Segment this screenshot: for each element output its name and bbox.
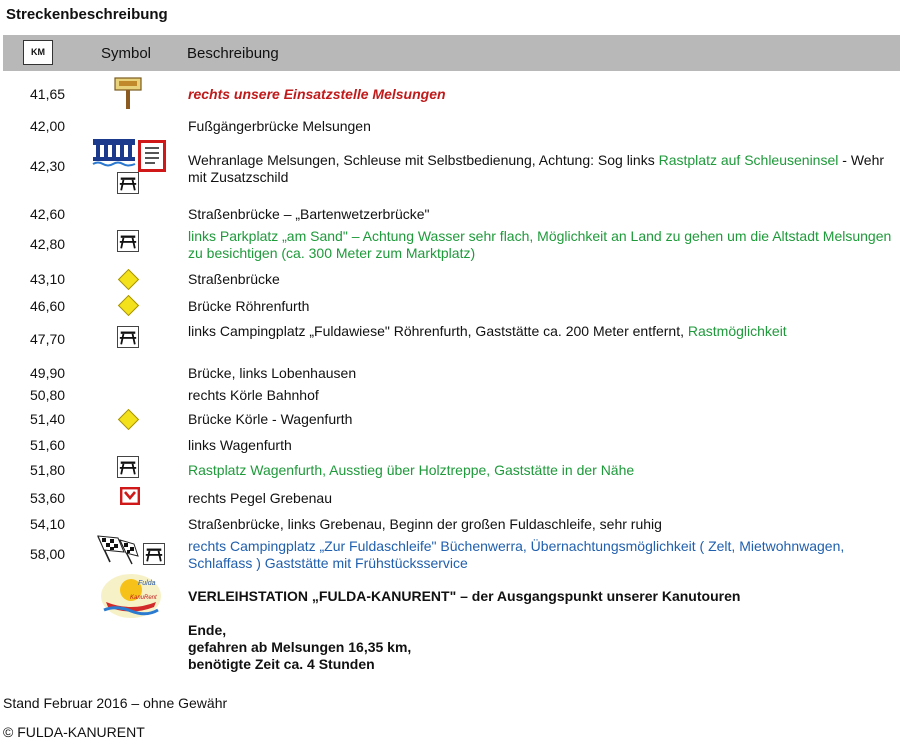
description-text: rechts Pegel Grebenau xyxy=(188,490,332,506)
description-text: Rastplatz auf Schleuseninsel xyxy=(658,152,839,168)
bridge-diamond-icon xyxy=(118,295,139,316)
description-text: links Wagenfurth xyxy=(188,437,292,453)
km-value: 42,00 xyxy=(30,118,66,134)
km-value: 43,10 xyxy=(30,271,66,287)
description-text: rechts unsere Einsatzstelle Melsungen xyxy=(188,86,446,102)
km-value: 51,60 xyxy=(30,437,66,453)
logo-text-bottom: KanuRent xyxy=(130,595,157,601)
row-description xyxy=(188,298,893,315)
description-text: Straßenbrücke xyxy=(188,271,280,287)
description-text: - Wehr mit Zusatzschild xyxy=(188,152,885,185)
row-description xyxy=(188,323,893,340)
description-text: rechts Körle Bahnhof xyxy=(188,387,319,403)
km-value: 49,90 xyxy=(30,365,66,381)
km-value: 54,10 xyxy=(30,516,66,532)
page-title: Streckenbeschreibung xyxy=(6,6,168,23)
weir-icon xyxy=(92,138,136,168)
description-header: Beschreibung xyxy=(187,45,279,62)
row-description xyxy=(188,228,893,262)
km-value: 53,60 xyxy=(30,490,66,506)
picnic-table-icon xyxy=(117,456,139,478)
row-description xyxy=(188,271,893,288)
km-value: 42,30 xyxy=(30,158,66,174)
km-value: 58,00 xyxy=(30,546,66,562)
description-text: Fußgängerbrücke Melsungen xyxy=(188,118,371,134)
km-value: 51,40 xyxy=(30,411,66,427)
picnic-table-icon xyxy=(117,230,139,252)
bridge-diamond-icon xyxy=(118,269,139,290)
table-header xyxy=(3,35,900,71)
row-description xyxy=(188,206,893,223)
picnic-table-icon xyxy=(143,543,165,565)
copyright: © FULDA-KANURENT xyxy=(3,724,145,740)
row-description xyxy=(188,411,893,428)
symbol-header: Symbol xyxy=(101,45,152,62)
description-text: links Campingplatz „Fuldawiese" Röhrenfurth, Gaststätte ca. 200 Meter entfernt, xyxy=(188,323,688,339)
picnic-table-icon xyxy=(117,172,139,194)
description-text: rechts Campingplatz „Zur Fuldaschleife" Büchenwerra, Übernachtungsmöglichkeit ( Zelt, Mietwohnwagen, Schlaffass ) Gaststätte mit Frühstücksservice xyxy=(188,538,845,571)
row-description xyxy=(188,490,893,507)
gauge-icon xyxy=(120,487,140,505)
checkered-flag-icon xyxy=(94,532,140,566)
signpost-icon xyxy=(113,76,143,110)
km-value: 47,70 xyxy=(30,331,66,347)
km-header: KM xyxy=(23,40,53,65)
description-text: Rastmöglichkeit xyxy=(687,323,787,339)
row-description xyxy=(188,152,893,186)
row-description xyxy=(188,462,893,479)
end-line-3: benötigte Zeit ca. 4 Stunden xyxy=(188,656,375,672)
description-text: Wehranlage Melsungen, Schleuse mit Selbstbedienung, Achtung: Sog links xyxy=(188,152,659,168)
km-value: 41,65 xyxy=(30,86,66,102)
description-text: VERLEIHSTATION „FULDA-KANURENT" – der Ausgangspunkt unserer Kanutouren xyxy=(188,588,741,604)
row-description xyxy=(188,86,893,103)
stand-note: Stand Februar 2016 – ohne Gewähr xyxy=(3,695,228,711)
row-description xyxy=(188,437,893,454)
row-description xyxy=(188,365,893,382)
row-description xyxy=(188,118,893,135)
description-text: Brücke, links Lobenhausen xyxy=(188,365,357,381)
end-line-1: Ende, xyxy=(188,622,227,638)
picnic-table-icon xyxy=(117,326,139,348)
row-description xyxy=(188,588,893,605)
description-text: Straßenbrücke – „Bartenwetzerbrücke" xyxy=(188,206,430,222)
description-text: Rastplatz Wagenfurth, Ausstieg über Holztreppe, Gaststätte in der Nähe xyxy=(188,462,635,478)
km-value: 42,60 xyxy=(30,206,66,222)
kanurent-logo xyxy=(100,572,162,620)
km-value: 42,80 xyxy=(30,236,66,252)
description-text: Brücke Körle - Wagenfurth xyxy=(188,411,353,427)
info-sign-icon xyxy=(138,140,166,172)
description-text: Straßenbrücke, links Grebenau, Beginn der großen Fuldaschleife, sehr ruhig xyxy=(188,516,662,532)
km-value: 51,80 xyxy=(30,462,66,478)
bridge-diamond-icon xyxy=(118,409,139,430)
row-description xyxy=(188,516,893,533)
description-text: links Parkplatz „am Sand" – Achtung Wasser sehr flach, Möglichkeit an Land zu gehen um die Altstadt Melsungen zu besichtigen (ca. 300 Meter zum Marktplatz) xyxy=(188,228,892,261)
description-text: Brücke Röhrenfurth xyxy=(188,298,310,314)
end-line-2: gefahren ab Melsungen 16,35 km, xyxy=(188,639,412,655)
km-value: 46,60 xyxy=(30,298,66,314)
row-description xyxy=(188,387,893,404)
logo-text-top: Fulda xyxy=(138,580,156,587)
row-description xyxy=(188,538,893,572)
km-value: 50,80 xyxy=(30,387,66,403)
